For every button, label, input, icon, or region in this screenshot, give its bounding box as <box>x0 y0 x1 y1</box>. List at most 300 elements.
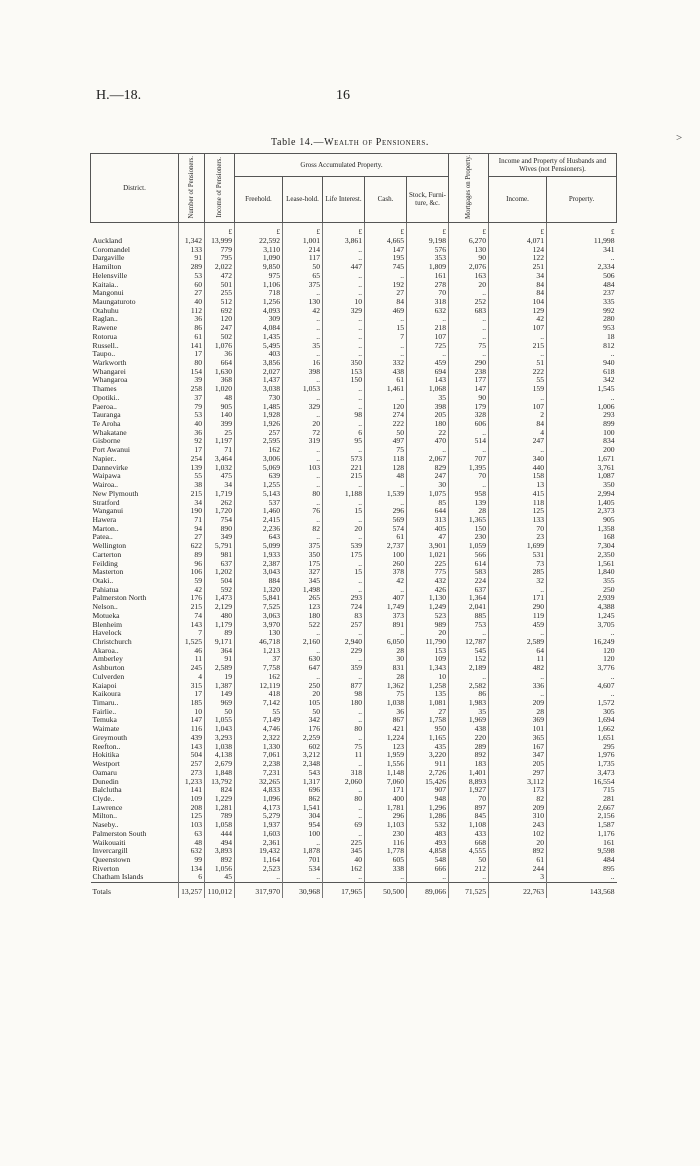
value-cell: 715 <box>547 786 617 795</box>
value-cell: 143 <box>179 743 205 752</box>
value-cell: 36 <box>179 429 205 438</box>
value-cell: 42 <box>283 307 323 316</box>
value-cell: 143 <box>179 621 205 630</box>
col-group-gross: Gross Accumulated Property. <box>235 154 449 177</box>
value-cell: 1,058 <box>205 821 235 830</box>
value-cell: 1,758 <box>407 716 449 725</box>
value-cell: 28 <box>365 647 407 656</box>
value-cell: 89,066 <box>407 883 449 899</box>
value-cell: .. <box>547 254 617 263</box>
value-cell: 39 <box>179 376 205 385</box>
value-cell: 100 <box>365 551 407 560</box>
table-row <box>91 281 617 290</box>
value-cell: 1,927 <box>449 786 489 795</box>
value-cell: 153 <box>407 647 449 656</box>
value-cell: 23 <box>489 533 547 542</box>
value-cell: 100 <box>547 429 617 438</box>
value-cell: 353 <box>407 254 449 263</box>
value-cell: 1,229 <box>205 795 235 804</box>
value-cell: 1,056 <box>205 865 235 874</box>
district-cell: Fairlie.. <box>92 707 117 716</box>
table-row <box>91 481 617 490</box>
value-cell: 53 <box>179 411 205 420</box>
value-cell: 775 <box>407 568 449 577</box>
value-cell: .. <box>283 516 323 525</box>
value-cell: 1,395 <box>449 464 489 473</box>
value-cell: 12,119 <box>235 682 283 691</box>
table-row <box>91 376 617 385</box>
value-cell: 1,587 <box>547 821 617 830</box>
value-cell: 258 <box>179 385 205 394</box>
value-cell: 13,999 <box>205 237 235 246</box>
value-cell: 545 <box>449 647 489 656</box>
value-cell: 548 <box>407 856 449 865</box>
value-cell: 281 <box>547 795 617 804</box>
value-cell: 296 <box>365 507 407 516</box>
value-cell: 5,841 <box>235 594 283 603</box>
value-cell: 107 <box>407 333 449 342</box>
value-cell: 1,001 <box>283 237 323 246</box>
value-cell: 3,901 <box>407 542 449 551</box>
district-cell: Wanganui <box>92 507 124 516</box>
table-row <box>91 298 617 307</box>
value-cell: 205 <box>407 411 449 420</box>
value-cell: 28 <box>365 673 407 682</box>
value-cell: 614 <box>449 560 489 569</box>
value-cell: 336 <box>489 682 547 691</box>
value-cell: 2,060 <box>323 778 365 787</box>
district-cell: Akaroa.. <box>92 646 119 655</box>
value-cell: .. <box>407 350 449 359</box>
district-cell: Napier.. <box>92 454 117 463</box>
value-cell: .. <box>283 647 323 656</box>
value-cell: 2,236 <box>235 525 283 534</box>
value-cell: 1,778 <box>365 847 407 856</box>
value-cell: 15,426 <box>407 778 449 787</box>
value-cell: 534 <box>283 865 323 874</box>
table-body <box>91 222 617 898</box>
value-cell: 61 <box>365 533 407 542</box>
value-cell: 295 <box>547 743 617 752</box>
totals-row <box>91 883 617 899</box>
value-cell: 3,856 <box>235 359 283 368</box>
value-cell: 133 <box>179 246 205 255</box>
value-cell: 36 <box>205 350 235 359</box>
value-cell: 35 <box>407 394 449 403</box>
table-row <box>91 394 617 403</box>
value-cell: 493 <box>407 839 449 848</box>
value-cell: 418 <box>235 690 283 699</box>
value-cell: 32 <box>489 577 547 586</box>
value-cell: 60 <box>179 281 205 290</box>
value-cell: 421 <box>365 725 407 734</box>
value-cell: 1,197 <box>205 437 235 446</box>
value-cell: .. <box>323 315 365 324</box>
value-cell: 707 <box>449 455 489 464</box>
district-cell: Motueka <box>92 611 120 620</box>
currency-symbol: £ <box>235 222 283 237</box>
value-cell: 1,485 <box>235 403 283 412</box>
district-cell: Rotorua <box>92 332 117 341</box>
value-cell: 683 <box>449 307 489 316</box>
value-cell: 3,063 <box>235 612 283 621</box>
district-cell: Coromandel <box>92 245 131 254</box>
value-cell: .. <box>323 716 365 725</box>
value-cell: 80 <box>283 490 323 499</box>
value-cell: 884 <box>235 577 283 586</box>
value-cell: .. <box>365 629 407 638</box>
value-cell: 251 <box>489 263 547 272</box>
value-cell: 829 <box>407 464 449 473</box>
value-cell: 18 <box>547 333 617 342</box>
value-cell: 5,495 <box>235 342 283 351</box>
value-cell: 70 <box>407 289 449 298</box>
table-row <box>91 446 617 455</box>
value-cell: .. <box>323 760 365 769</box>
district-cell: Dargaville <box>92 254 125 263</box>
col-leasehold: Lease-hold. <box>283 176 323 222</box>
value-cell: 532 <box>407 821 449 830</box>
value-cell: 61 <box>365 376 407 385</box>
value-cell: 120 <box>547 647 617 656</box>
value-cell: 71 <box>205 446 235 455</box>
value-cell: 4,833 <box>235 786 283 795</box>
value-cell: 694 <box>407 368 449 377</box>
value-cell: 171 <box>365 786 407 795</box>
col-hw-property: Property. <box>547 176 617 222</box>
value-cell: .. <box>449 324 489 333</box>
value-cell: .. <box>489 394 547 403</box>
value-cell: .. <box>283 533 323 542</box>
table-row <box>91 821 617 830</box>
value-cell: 891 <box>365 621 407 630</box>
table-row <box>91 342 617 351</box>
value-cell: 3,112 <box>489 778 547 787</box>
value-cell: 89 <box>179 551 205 560</box>
district-cell: Carterton <box>92 550 122 559</box>
value-cell: 139 <box>179 464 205 473</box>
value-cell: 37 <box>235 655 283 664</box>
value-cell: 162 <box>323 865 365 874</box>
value-cell: 1,020 <box>205 385 235 394</box>
page-number: 16 <box>336 88 350 103</box>
value-cell: 812 <box>547 342 617 351</box>
value-cell: .. <box>407 446 449 455</box>
value-cell: 981 <box>205 551 235 560</box>
value-cell: .. <box>323 830 365 839</box>
value-cell: 7,231 <box>235 769 283 778</box>
value-cell: 76 <box>283 507 323 516</box>
value-cell: 2,523 <box>235 865 283 874</box>
value-cell: 38 <box>179 481 205 490</box>
value-cell: 459 <box>489 621 547 630</box>
value-cell: 2,582 <box>449 682 489 691</box>
value-cell: 293 <box>547 411 617 420</box>
table-row <box>91 865 617 874</box>
value-cell: 1,840 <box>547 568 617 577</box>
value-cell: 2,679 <box>205 760 235 769</box>
value-cell: 20 <box>283 420 323 429</box>
value-cell: 2,322 <box>235 734 283 743</box>
table-row <box>91 455 617 464</box>
value-cell: 179 <box>449 403 489 412</box>
district-cell: Otaki.. <box>92 576 114 585</box>
value-cell: 85 <box>407 499 449 508</box>
value-cell: 208 <box>179 804 205 813</box>
table-row <box>91 664 617 673</box>
col-hw-income: Income. <box>489 176 547 222</box>
value-cell: 209 <box>489 699 547 708</box>
value-cell: 890 <box>205 525 235 534</box>
value-cell: 2,737 <box>365 542 407 551</box>
district-cell: Westport <box>92 760 120 769</box>
value-cell: 1,498 <box>283 586 323 595</box>
value-cell: 5,069 <box>235 464 283 473</box>
value-cell: 192 <box>365 281 407 290</box>
value-cell: 55 <box>489 376 547 385</box>
value-cell: 47 <box>407 533 449 542</box>
value-cell: 1,245 <box>547 612 617 621</box>
table-row <box>91 333 617 342</box>
table-row <box>91 507 617 516</box>
value-cell: 2,238 <box>235 760 283 769</box>
value-cell: 1,165 <box>407 734 449 743</box>
value-cell: 214 <box>283 246 323 255</box>
value-cell: 73 <box>489 560 547 569</box>
value-cell: 257 <box>235 429 283 438</box>
value-cell: 1,075 <box>407 490 449 499</box>
district-cell: Mangonui <box>92 289 124 298</box>
currency-symbol: £ <box>449 222 489 237</box>
value-cell: 173 <box>489 786 547 795</box>
value-cell: .. <box>489 690 547 699</box>
currency-symbol: £ <box>489 222 547 237</box>
value-cell: 1,090 <box>235 254 283 263</box>
value-cell: 265 <box>283 594 323 603</box>
district-cell: Oamaru <box>92 768 117 777</box>
table-row <box>91 385 617 394</box>
value-cell: 112 <box>179 307 205 316</box>
value-cell: 2,156 <box>547 812 617 821</box>
value-cell: 632 <box>407 307 449 316</box>
value-cell: 911 <box>407 760 449 769</box>
value-cell: 668 <box>449 839 489 848</box>
value-cell: .. <box>365 873 407 882</box>
value-cell: 867 <box>365 716 407 725</box>
district-cell: Havelock <box>92 629 122 638</box>
value-cell: 512 <box>205 298 235 307</box>
value-cell: .. <box>365 481 407 490</box>
district-cell: Naseby.. <box>92 821 119 830</box>
value-cell: 107 <box>489 403 547 412</box>
value-cell: 141 <box>179 342 205 351</box>
value-cell: 754 <box>205 516 235 525</box>
value-cell: 435 <box>407 743 449 752</box>
value-cell: 55 <box>179 472 205 481</box>
value-cell: 7 <box>179 629 205 638</box>
value-cell: 48 <box>365 472 407 481</box>
value-cell: 622 <box>179 542 205 551</box>
value-cell: 69 <box>323 821 365 830</box>
value-cell: 257 <box>179 760 205 769</box>
value-cell: 171 <box>489 594 547 603</box>
value-cell: 91 <box>179 254 205 263</box>
value-cell: 480 <box>205 612 235 621</box>
district-cell: Palmerston North <box>92 594 147 603</box>
value-cell: 1,959 <box>365 751 407 760</box>
value-cell: 327 <box>283 568 323 577</box>
value-cell: 2,373 <box>547 507 617 516</box>
value-cell: 1,933 <box>235 551 283 560</box>
value-cell: 1,255 <box>235 481 283 490</box>
table-row <box>91 403 617 412</box>
value-cell: 11 <box>323 751 365 760</box>
value-cell: 359 <box>323 664 365 673</box>
value-cell: 225 <box>407 560 449 569</box>
value-cell: 398 <box>283 368 323 377</box>
value-cell: 225 <box>323 839 365 848</box>
value-cell: 96 <box>179 560 205 569</box>
value-cell: 1,437 <box>235 376 283 385</box>
value-cell: 583 <box>449 568 489 577</box>
value-cell: 180 <box>323 699 365 708</box>
value-cell: .. <box>323 246 365 255</box>
table-row <box>91 472 617 481</box>
value-cell: 20 <box>489 839 547 848</box>
value-cell: 37 <box>179 394 205 403</box>
district-cell: Amberley <box>92 655 123 664</box>
value-cell: 779 <box>205 246 235 255</box>
value-cell: .. <box>407 873 449 882</box>
col-freehold: Freehold. <box>235 176 283 222</box>
value-cell: 28 <box>489 708 547 717</box>
value-cell: 1,401 <box>449 769 489 778</box>
value-cell: .. <box>283 839 323 848</box>
value-cell: 504 <box>179 751 205 760</box>
value-cell: 701 <box>283 856 323 865</box>
value-cell: 318 <box>323 769 365 778</box>
value-cell: 3,043 <box>235 568 283 577</box>
value-cell: .. <box>547 629 617 638</box>
value-cell: 7,525 <box>235 603 283 612</box>
value-cell: 218 <box>407 324 449 333</box>
value-cell: 375 <box>283 542 323 551</box>
value-cell: 834 <box>547 437 617 446</box>
table-row <box>91 769 617 778</box>
value-cell: 19 <box>205 673 235 682</box>
value-cell: 632 <box>179 847 205 856</box>
value-cell: 13,792 <box>205 778 235 787</box>
value-cell: 1,848 <box>205 769 235 778</box>
value-cell: .. <box>323 516 365 525</box>
value-cell: .. <box>449 333 489 342</box>
value-cell: 905 <box>205 403 235 412</box>
value-cell: 250 <box>547 586 617 595</box>
value-cell: 61 <box>179 333 205 342</box>
value-cell: 745 <box>365 263 407 272</box>
table-row <box>91 873 617 882</box>
value-cell: 35 <box>283 342 323 351</box>
value-cell: 10 <box>323 298 365 307</box>
value-cell: 98 <box>323 690 365 699</box>
table-row <box>91 778 617 787</box>
value-cell: 975 <box>235 272 283 281</box>
value-cell: 84 <box>489 289 547 298</box>
value-cell: 17 <box>179 350 205 359</box>
value-cell: .. <box>365 499 407 508</box>
value-cell: 3,761 <box>547 464 617 473</box>
value-cell: 494 <box>205 839 235 848</box>
table-row <box>91 289 617 298</box>
value-cell: 247 <box>489 437 547 446</box>
value-cell: 177 <box>449 376 489 385</box>
district-cell: Totals <box>91 883 179 899</box>
value-cell: 862 <box>283 795 323 804</box>
value-cell: 602 <box>283 743 323 752</box>
table-row <box>91 725 617 734</box>
value-cell: 175 <box>323 551 365 560</box>
value-cell: 475 <box>205 472 235 481</box>
district-cell: Balclutha <box>92 786 122 795</box>
value-cell: 349 <box>205 533 235 542</box>
value-cell: 5,143 <box>235 490 283 499</box>
value-cell: 375 <box>283 281 323 290</box>
value-cell: 238 <box>449 368 489 377</box>
value-cell: 369 <box>489 716 547 725</box>
value-cell: .. <box>547 673 617 682</box>
value-cell: 30 <box>365 655 407 664</box>
value-cell: 338 <box>365 865 407 874</box>
value-cell: 86 <box>179 324 205 333</box>
district-cell: Chatham Islands <box>92 873 144 882</box>
value-cell: 399 <box>205 420 235 429</box>
value-cell: 1,233 <box>179 778 205 787</box>
table-row <box>91 437 617 446</box>
value-cell: 368 <box>205 376 235 385</box>
value-cell: 1,561 <box>547 560 617 569</box>
value-cell: 1,671 <box>547 455 617 464</box>
value-cell: 161 <box>547 839 617 848</box>
value-cell: 8,893 <box>449 778 489 787</box>
value-cell: 1,343 <box>407 664 449 673</box>
value-cell: 75 <box>365 446 407 455</box>
value-cell: 2,387 <box>235 560 283 569</box>
table-row <box>91 612 617 621</box>
value-cell: 2,667 <box>547 804 617 813</box>
value-cell: 426 <box>407 586 449 595</box>
value-cell: 313 <box>407 516 449 525</box>
value-cell: 1,106 <box>235 281 283 290</box>
value-cell: 143,568 <box>547 883 617 899</box>
district-cell: Timaru.. <box>92 699 119 708</box>
value-cell: 42 <box>365 577 407 586</box>
value-cell: .. <box>449 315 489 324</box>
value-cell: 3,705 <box>547 621 617 630</box>
table-row <box>91 830 617 839</box>
value-cell: 892 <box>489 847 547 856</box>
value-cell: 250 <box>283 682 323 691</box>
table-row <box>91 856 617 865</box>
district-cell: Whakatane <box>92 428 127 437</box>
value-cell: 332 <box>365 359 407 368</box>
value-cell: 20 <box>323 525 365 534</box>
value-cell: 17 <box>179 690 205 699</box>
district-cell: Marton.. <box>92 524 119 533</box>
value-cell: 1,662 <box>547 725 617 734</box>
value-cell: .. <box>489 333 547 342</box>
value-cell: 1,038 <box>205 743 235 752</box>
value-cell: 229 <box>323 647 365 656</box>
